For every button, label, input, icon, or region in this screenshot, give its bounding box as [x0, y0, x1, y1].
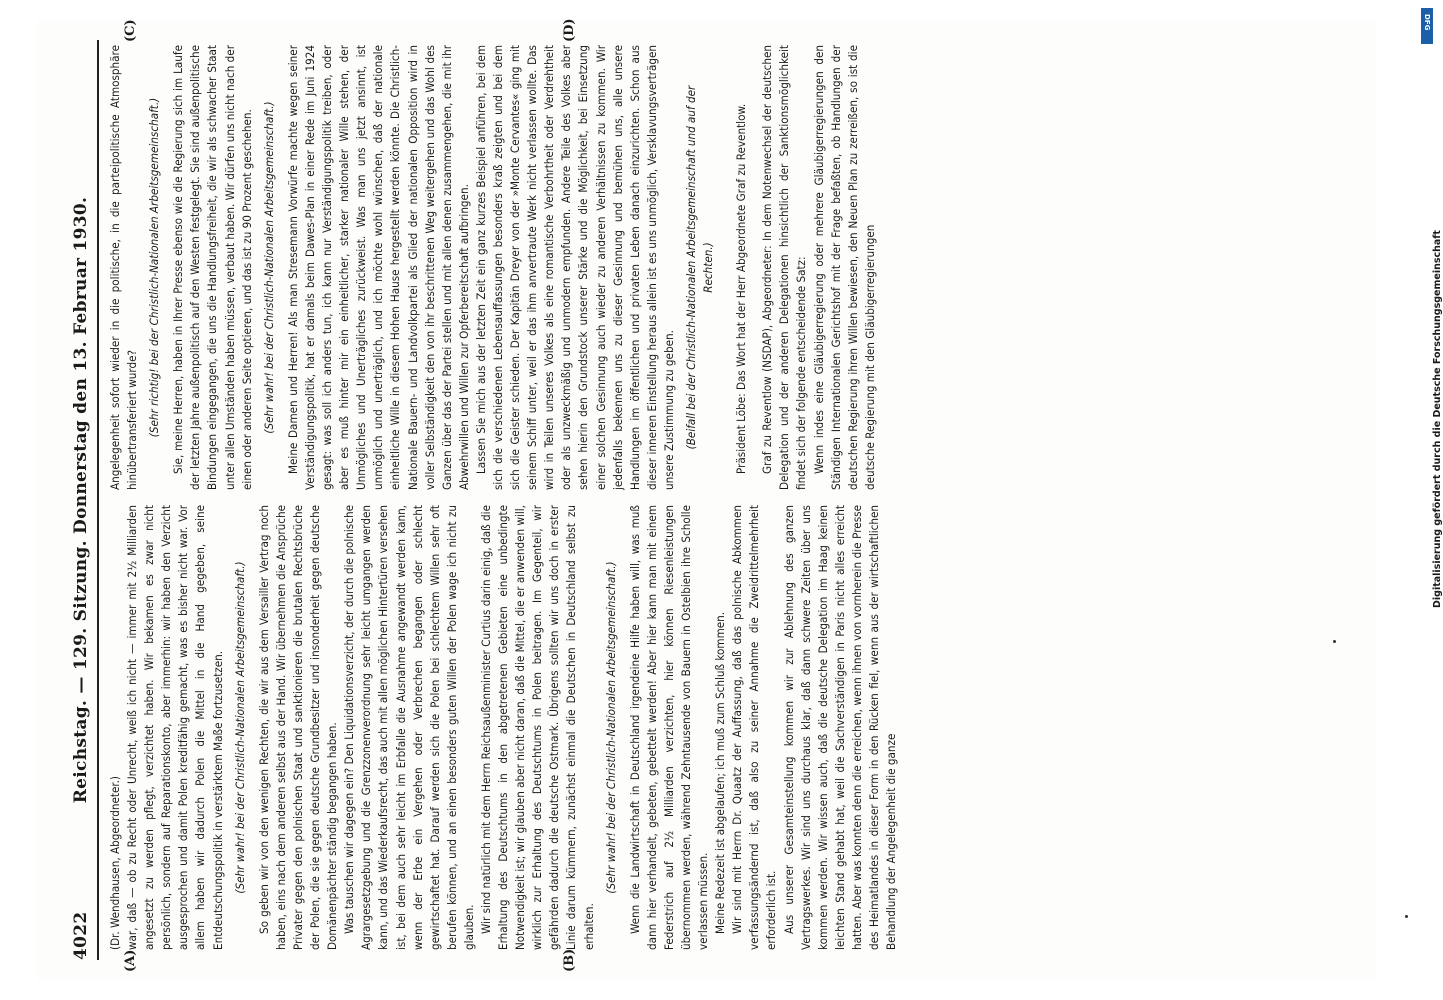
paragraph: Lassen Sie mich aus der letzten Zeit ein ganz kurzes Beispiel anführen, bei dem sich die verschiedenen Lebensauffassungen besonders kraß zeigten und bei dem sich die Geister schieden. Der Kapitän Dreyer von der »Monte Cervantes« ging mit seinem Schiff unter, weil er das ihm anvertraute Werk nicht verlassen wollte. Das wird in Teilen unseres Volkes als eine romantische Verbohrtheit oder Verdrehtheit oder als unzweckmäßig und unmodern empfunden. Andere Teile des Volkes aber sehen hierin den Grundstock unserer Stärke und die Möglichkeit, bei Einsetzung einer solchen Gesinnung auch wieder zu anderen Verhältnissen zu kommen. Wir jedenfalls bekennen uns zu dieser Gesinnung und bemühen uns, alle unsere Handlungen im öffentlichen und privaten Leben danach einzurichten. Schon aus dieser inneren Einstellung heraus allein ist es uns unmöglich, Versklavungsverträgen unsere Zustimmung zu geben.: [473, 45, 676, 490]
quotation: Wenn indes eine Gläubigerregierung oder mehrere Gläubigerregierungen den Ständigen Internationalen Gerichtshof mit der Frage befaßten, ob Handlungen der deutschen Regierung ihren Willen bewiesen, den Neuen Plan zu zerreißen, so ist die deutsche Regierung mit den Gläubigerregierungen: [811, 45, 877, 490]
speck: [1405, 915, 1408, 918]
paragraph: Wenn die Landwirtschaft in Deutschland irgendeine Hilfe haben will, was muß dann hier verhandelt, gebeten, gebettelt werden! Aber hier kann man mit einem Federstrich auf 2½ Milliarden verzichten, hier können Riesenleistungen übernommen werden, während Zehntausende von Bauern in Ostelbien ihre Scholle verlassen müssen.: [627, 505, 711, 950]
interjection: (Sehr wahr! bei der Christlich-Nationalen Arbeitsgemeinschaft.): [603, 561, 618, 894]
page-number: 4022: [71, 911, 91, 960]
margin-mark-c: (C): [123, 19, 138, 42]
dfg-logo: DFG: [1421, 8, 1433, 44]
paragraph: Angelegenheit sofort wieder in die politische, in die parteipolitische Atmosphäre hinübertransferiert wurde?: [108, 45, 140, 490]
paragraph: Meine Redezeit ist abgelaufen; ich muß zum Schluß kommen.: [713, 611, 728, 934]
paragraph: Sie, meine Herren, haben in Ihrer Presse ebenso wie die Regierung sich im Laufe der letzten Jahre außenpolitisch auf den Westen festgelegt. Sie sind außenpolitische Bindungen eingegangen, die uns die Handlungsfreiheit, die wir als schwacher Staat unter allen Umständen haben müssen, verbaut haben. Wir dürfen uns nicht nach der einen oder anderen Seite optieren, und das ist zu 90 Prozent geschehen.: [171, 45, 254, 490]
interjection: (Sehr richtig! bei der Christlich-Nationalen Arbeitsgemeinschaft.): [147, 97, 162, 438]
paragraph: Meine Damen und Herren! Als man Stresemann Vorwürfe machte wegen seiner Verständigungspolitik, hat er damals beim Dawes-Plan in einer Rede im Juni 1924 gesagt: was soll ich anders tun, ich kann nur Verständigungspolitik treiben, oder aber es muß hinter mir ein einheitlicher, starker nationaler Wille stehen, der Unmögliches und Unerträgliches zurückweist. Was man uns jetzt ansinnt, ist unmöglich und unerträglich, und ich möchte wohl wünschen, daß der nationale einheitliche Wille in diesem Hohen Hause hergestellt werden könnte. Die Christlich-Nationale Bauern- und Landvolkpartei als Glied der nationalen Opposition wird in voller Selbständigkeit den von ihr beschrittenen Weg weitergehen und das Wohl des Ganzen über das der Partei stellen und mit allen denen zusammengehen, die mit ihr Abwehrwillen und Willen zur Opferbereitschaft aufbringen.: [285, 45, 471, 490]
left-column: [107, 505, 1359, 950]
spacer: [750, 45, 759, 490]
margin-mark-d: (D): [562, 18, 577, 42]
interjection: (Sehr wahr! bei der Christlich-Nationalen Arbeitsgemeinschaft.): [232, 561, 247, 894]
running-head: [67, 40, 99, 960]
scanned-page: [37, 20, 1377, 980]
digitization-credit: Digitalisierung gefördert durch die Deutsche Forschungsgemeinschaft: [1432, 230, 1443, 608]
spacer: [724, 45, 733, 490]
page-title: Reichstag. — 129. Sitzung. Donnerstag den 13. Februar 1930.: [71, 196, 91, 804]
paragraph: Was tauschen wir dagegen ein? Den Liquidationsverzicht, der durch die polnische Agrargesetzgebung und die Grenzzonenverordnung sehr leicht umgangen werden kann, und das Wiederkaufsrecht, das auch mit allen möglichen Hintertüren versehen ist, bei dem auch sehr leicht im Erbfalle die Ausnahme angewandt werden kann, wenn der Erbe ein Vergehen oder Verbrechen begangen oder schlecht gewirtschaftet hat. Darauf werden sich die Polen bei schlechtem Willen sehr oft berufen können, und an einen besonders guten Willen der Polen wage ich nicht zu glauben.: [342, 505, 476, 950]
right-column: [107, 45, 1359, 490]
paragraph: Wir sind mit Herrn Dr. Quaatz der Auffassung, daß das polnische Abkommen verfassungsändernd ist, daß also zu seiner Annahme die Zweidrittelmehrheit erforderlich ist.: [730, 505, 779, 950]
margin-mark-a: (A): [123, 949, 138, 972]
paragraph: Aus unserer Gesamteinstellung kommen wir zur Ablehnung des ganzen Vertragswerkes. Wir sind uns durchaus klar, daß dann schwere Zeiten über uns kommen werden. Wir wissen auch, daß die deutsche Delegation im Haag keinen leichten Stand gehabt hat, weil die Sachverständigen in Paris nicht alles erreicht hatten. Aber was konnten denn die erreichen, wenn ihnen von vornherein die Presse des Heimatlandes in dieser Form in den Rücken fiel, wenn aus der wirtschaftlichen Behandlung der Angelegenheit die ganze: [781, 505, 899, 950]
speck: [1333, 640, 1336, 643]
margin-mark-b: (B): [562, 948, 577, 972]
paragraph: Graf zu Reventlow (NSDAP), Abgeordneter: In dem Notenwechsel der deutschen Delegation und der anderen Delegationen hinsichtlich der Sanktionsmöglichkeit findet sich der folgende entscheidende Satz:: [760, 45, 809, 490]
interjection: (Beifall bei der Christlich-Nationalen Arbeitsgemeinschaft und auf der Rechten.): [684, 85, 716, 450]
interjection: (Sehr wahr! bei der Christlich-Nationalen Arbeitsgemeinschaft.): [261, 101, 276, 434]
president-line: Präsident Löbe: Das Wort hat der Herr Abgeordnete Graf zu Reventlow.: [734, 103, 749, 474]
paragraph: war, daß — ob zu Recht oder Unrecht, weiß ich nicht — immer mit 2½ Milliarden angesetzt zu werden pflegt, verzichtet haben. Wir bekamen es zwar nicht persönlich, sondern auf Reparationskonto, aber immerhin: wir haben den Verzicht ausgesprochen und damit Polen kreditfähig gemacht, was es bisher nicht war. Vor allem haben wir dadurch Polen die Mittel in die Hand gegeben, seine Entdeutschungspolitik in verstärktem Maße fortzusetzen.: [125, 505, 225, 950]
speaker-line: (Dr. Wendhausen, Abgeordneter.): [108, 776, 122, 950]
paragraph: So geben wir von den wenigen Rechten, die wir aus dem Versailler Vertrag noch haben, eins nach dem anderen selbst aus der Hand. Wir übernehmen die Ansprüche Privater gegen den polnischen Staat und sanktionieren die brutalen Rechtsbrüche der Polen, die sie gegen deutsche Grundbesitzer und insonderheit gegen deutsche Domänenpächter ständig begangen haben.: [256, 505, 340, 950]
side-credit: [1420, 8, 1443, 968]
paragraph: Wir sind natürlich mit dem Herrn Reichsaußenminister Curtius darin einig, daß die Erhaltung des Deutschtums in den abgetretenen Gebieten eine unbedingte Notwendigkeit ist; wir glauben aber nicht daran, daß die Mittel, die er anwenden will, wirklich zur Erhaltung des Deutschtums in Polen beitragen. Im Gegenteil, wir gefährden dadurch die deutsche Ostmark. Übrigens sollten wir uns doch in erster Linie darum kümmern, zunächst einmal die Deutschen in Deutschland selbst zu erhalten.: [478, 505, 596, 950]
